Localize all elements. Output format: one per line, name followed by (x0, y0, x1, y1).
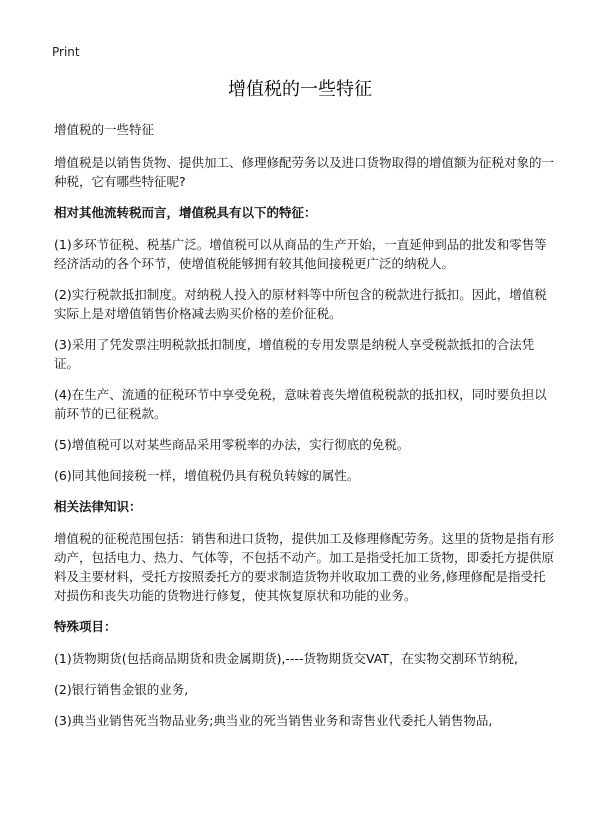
feature-item: (1)多环节征税、税基广泛。增值税可以从商品的生产开始，一直延伸到品的批发和零售等经济活动的各个环节，使增值税能够拥有较其他间接税更广泛的纳税人。 (54, 237, 547, 271)
feature-item: (4)在生产、流通的征税环节中享受免税，意味着丧失增值税税款的抵扣权，同时要负担以前环节的已征税款。 (54, 387, 547, 421)
special-item: (2)银行销售金银的业务, (54, 682, 189, 697)
section-heading-special: 特殊项目： (54, 619, 117, 634)
feature-item: (2)实行税款抵扣制度。对纳税人投入的原材料等中所包含的税款进行抵扣。因此，增值税实际上是对增值销售价格减去购买价格的差价征税。 (54, 287, 547, 321)
section-heading-features: 相对其他流转税而言，增值税具有以下的特征： (54, 205, 317, 220)
law-paragraph: 增值税的征税范围包括：销售和进口货物，提供加工及修理修配劳务。这里的货物是指有形动产，包括电力、热力、气体等，不包括不动产。加工是指受托加工货物，即委托方提供原料及主要材料，受托方按照委托方的要求制造货物并收取加工费的业务,修理修配是指受托对损伤和丧失功能的货物进行修复，使其恢复原状和功能的业务。 (54, 531, 555, 603)
document-subtitle: 增值税的一些特征 (54, 122, 155, 137)
feature-item: (6)同其他间接税一样，增值税仍具有税负转嫁的属性。 (54, 468, 360, 483)
feature-item: (5)增值税可以对某些商品采用零税率的办法，实行彻底的免税。 (54, 437, 410, 452)
special-item: (3)典当业销售死当物品业务;典当业的死当销售业务和寄售业代委托人销售物品, (54, 713, 493, 728)
page-title: 增值税的一些特征 (228, 79, 372, 100)
feature-item: (3)采用了凭发票注明税款抵扣制度，增值税的专用发票是纳税人享受税款抵扣的合法凭证。 (54, 337, 535, 371)
intro-paragraph: 增值税是以销售货物、提供加工、修理修配劳务以及进口货物取得的增值额为征税对象的一种税，它有哪些特征呢? (54, 155, 555, 189)
section-heading-law: 相关法律知识： (54, 499, 142, 514)
special-item: (1)货物期货(包括商品期货和贵金属期货),----货物期货交VAT，在实物交割环节纳税, (54, 651, 518, 666)
document-body (54, 120, 554, 742)
print-button[interactable]: Print (52, 45, 80, 59)
